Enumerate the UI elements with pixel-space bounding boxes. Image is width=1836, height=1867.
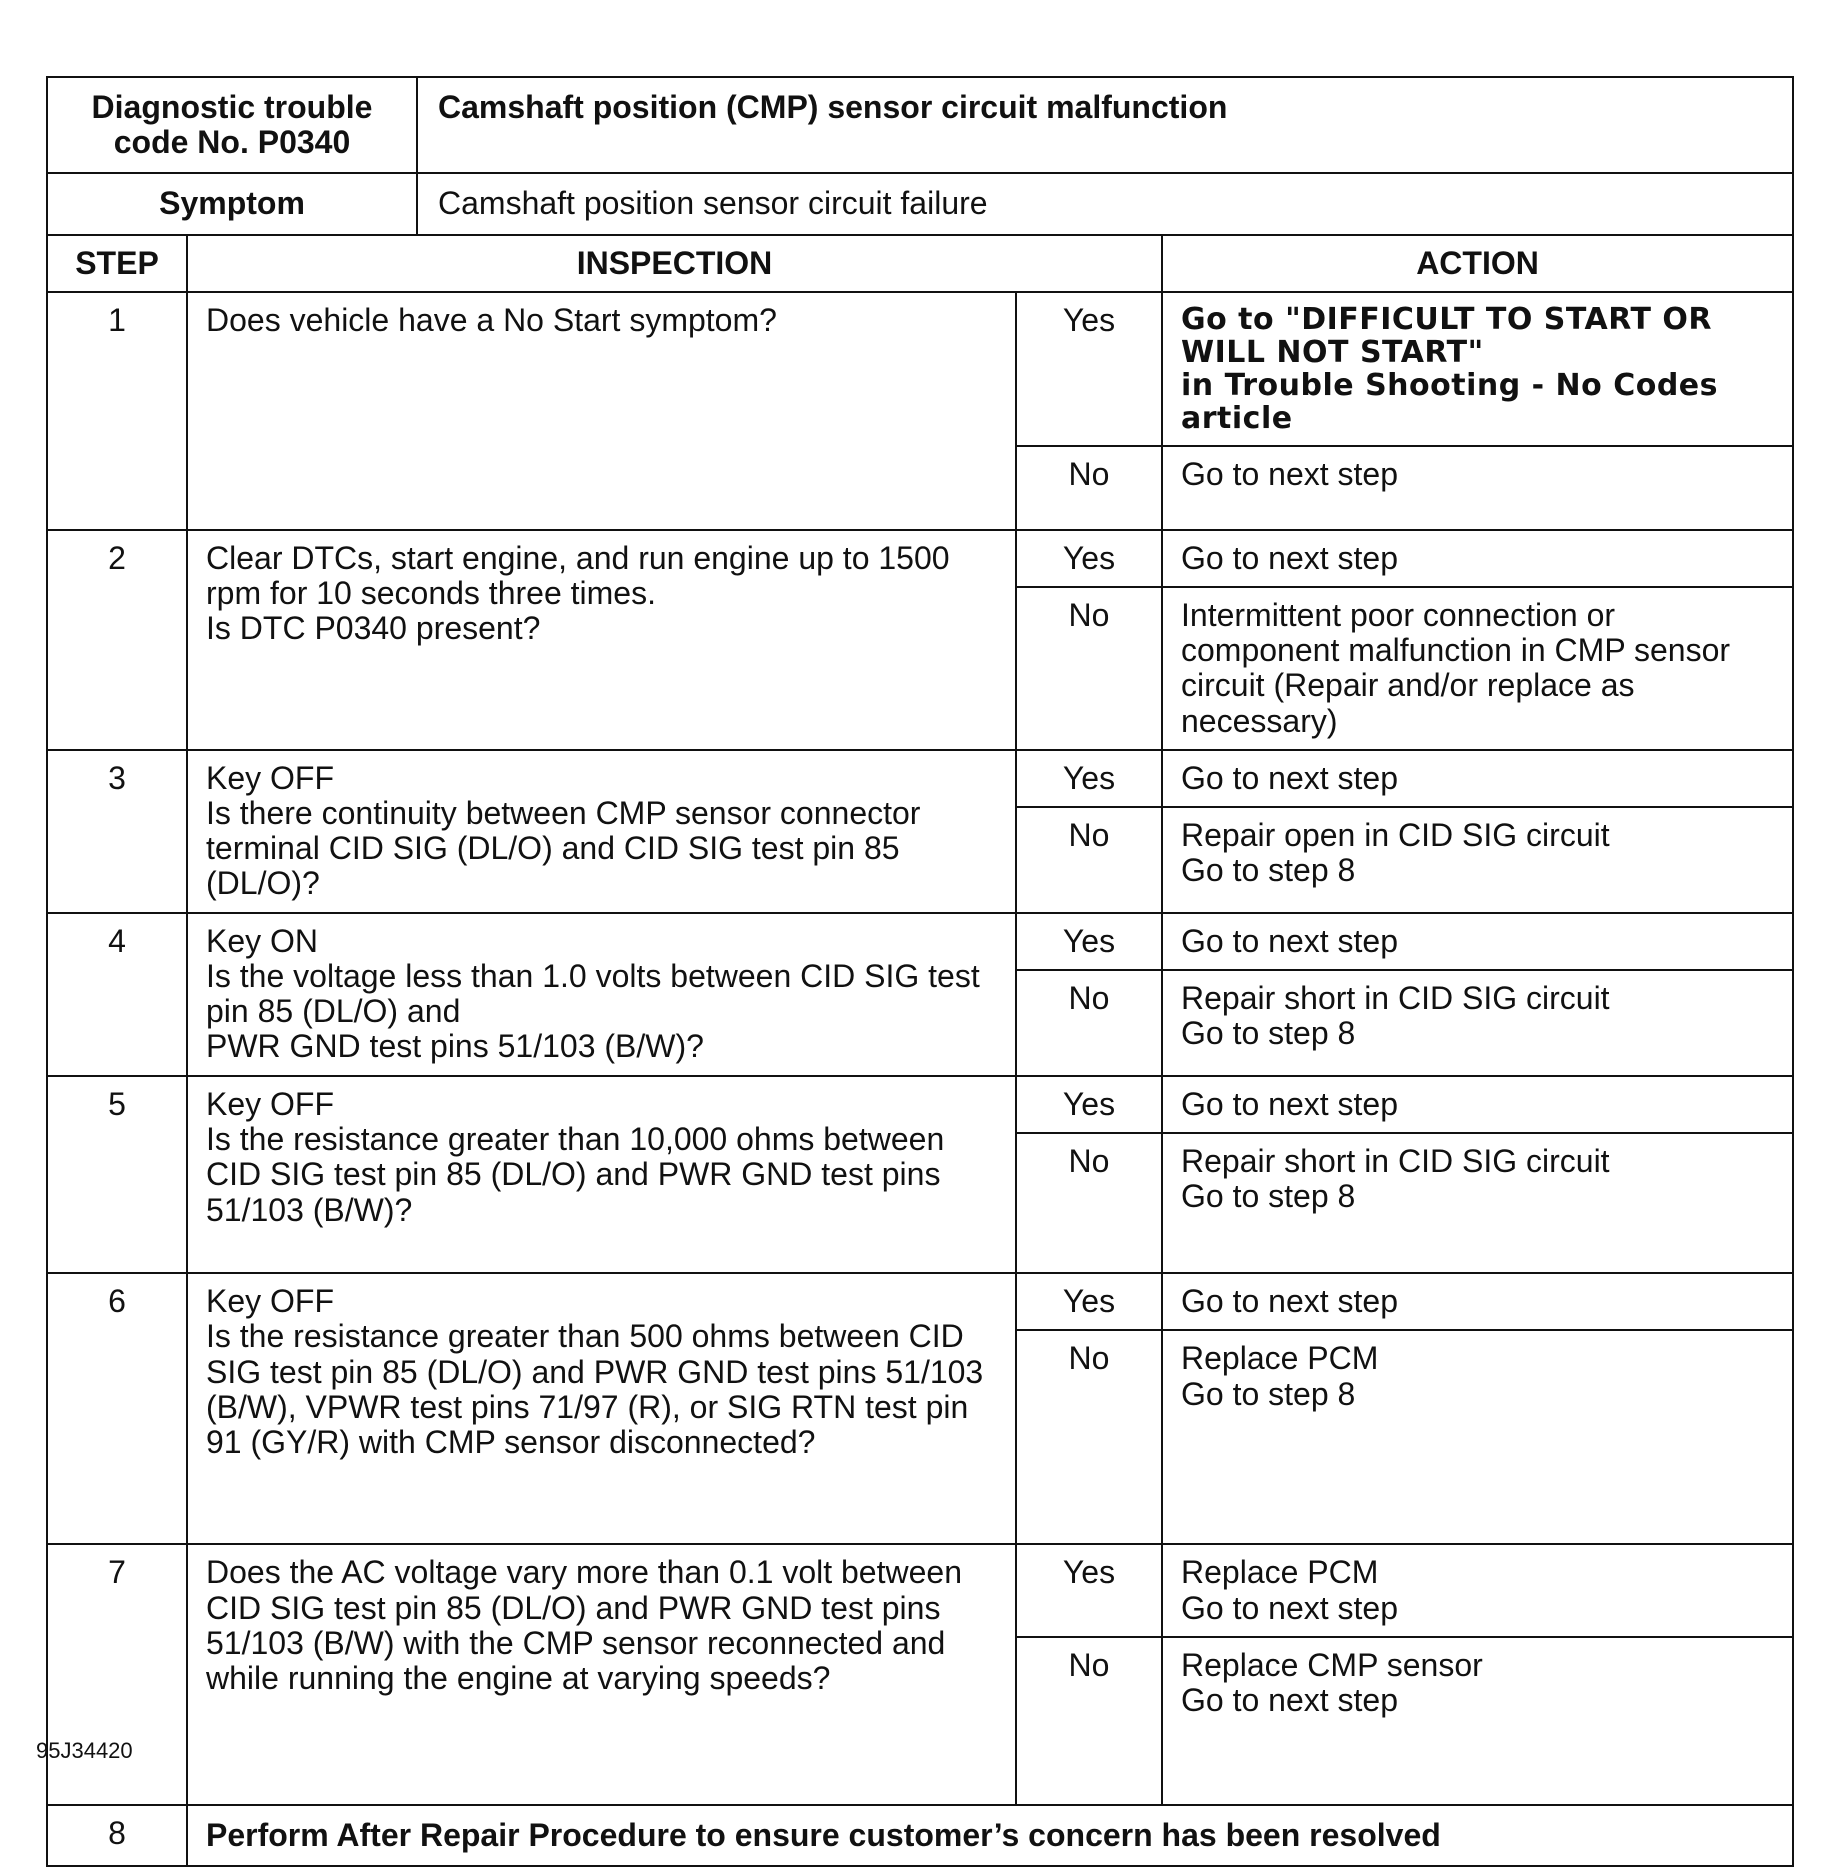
step-row-1-yes — [47, 292, 1793, 446]
inspection-text: Clear DTCs, start engine, and run engine up to 1500 rpm for 10 seconds three times. Is DTC P0340 present? — [187, 530, 1016, 750]
yes-label: Yes — [1016, 1544, 1162, 1636]
inspection-text: Does vehicle have a No Start symptom? — [187, 292, 1016, 530]
yes-label: Yes — [1016, 750, 1162, 807]
no-action: Replace PCM Go to step 8 — [1162, 1330, 1793, 1544]
inspection-column-header: INSPECTION — [187, 235, 1162, 292]
step-row-2-yes — [47, 530, 1793, 587]
figure-id: 95J34420 — [36, 1738, 133, 1763]
step-number: 7 — [47, 1544, 187, 1804]
step-row-7-yes — [47, 1544, 1793, 1636]
column-header-row — [47, 235, 1793, 292]
step-row-5-yes — [47, 1076, 1793, 1133]
yes-label: Yes — [1016, 530, 1162, 587]
yes-action: Go to next step — [1162, 1076, 1793, 1133]
yes-action: Replace PCM Go to next step — [1162, 1544, 1793, 1636]
final-step-row — [47, 1805, 1793, 1866]
yes-action: Go to next step — [1162, 1273, 1793, 1330]
inspection-text: Key OFF Is the resistance greater than 10,000 ohms between CID SIG test pin 85 (DL/O) and PWR GND test pins 51/103 (B/W)? — [187, 1076, 1016, 1273]
yes-label: Yes — [1016, 1076, 1162, 1133]
diagnostic-table — [46, 76, 1794, 1867]
final-step-text: Perform After Repair Procedure to ensure customer’s concern has been resolved — [187, 1805, 1793, 1866]
step-number: 4 — [47, 913, 187, 1076]
yes-action: Go to next step — [1162, 530, 1793, 587]
inspection-text: Key ON Is the voltage less than 1.0 volts between CID SIG test pin 85 (DL/O) and PWR GND test pins 51/103 (B/W)? — [187, 913, 1016, 1076]
yes-action: Go to "DIFFICULT TO START OR WILL NOT START" in Trouble Shooting - No Codes article — [1162, 292, 1793, 446]
no-action: Repair short in CID SIG circuit Go to step 8 — [1162, 1133, 1793, 1273]
step-number: 6 — [47, 1273, 187, 1544]
no-label: No — [1016, 1330, 1162, 1544]
inspection-text: Key OFF Is there continuity between CMP sensor connector terminal CID SIG (DL/O) and CID SIG test pin 85 (DL/O)? — [187, 750, 1016, 913]
step-number: 1 — [47, 292, 187, 530]
step-row-4-yes — [47, 913, 1793, 970]
step-row-3-yes — [47, 750, 1793, 807]
yes-action: Go to next step — [1162, 913, 1793, 970]
step-column-header: STEP — [47, 235, 187, 292]
diagnostic-table-body — [47, 77, 1793, 1866]
symptom-label: Symptom — [47, 173, 417, 234]
no-label: No — [1016, 1637, 1162, 1805]
no-label: No — [1016, 587, 1162, 750]
no-action: Repair short in CID SIG circuit Go to step 8 — [1162, 970, 1793, 1076]
no-action: Replace CMP sensor Go to next step — [1162, 1637, 1793, 1805]
step-number: 2 — [47, 530, 187, 750]
inspection-text: Key OFF Is the resistance greater than 500 ohms between CID SIG test pin 85 (DL/O) and PWR GND test pins 51/103 (B/W), VPWR test pins 71/97 (R), or SIG RTN test pin 91 (GY/R) with CMP sensor disconnected? — [187, 1273, 1016, 1544]
no-label: No — [1016, 1133, 1162, 1273]
step-number: 3 — [47, 750, 187, 913]
yes-label: Yes — [1016, 1273, 1162, 1330]
no-action: Go to next step — [1162, 446, 1793, 530]
symptom-row — [47, 173, 1793, 234]
no-action: Intermittent poor connection or component malfunction in CMP sensor circuit (Repair and/or replace as necessary) — [1162, 587, 1793, 750]
yes-action: Go to next step — [1162, 750, 1793, 807]
step-number: 5 — [47, 1076, 187, 1273]
action-column-header: ACTION — [1162, 235, 1793, 292]
no-label: No — [1016, 807, 1162, 913]
final-step-number: 8 — [47, 1805, 187, 1866]
yes-label: Yes — [1016, 913, 1162, 970]
no-label: No — [1016, 446, 1162, 530]
symptom-value: Camshaft position sensor circuit failure — [417, 173, 1793, 234]
dtc-label: Diagnostic trouble code No. P0340 — [47, 77, 417, 173]
inspection-text: Does the AC voltage vary more than 0.1 volt between CID SIG test pin 85 (DL/O) and PWR GND test pins 51/103 (B/W) with the CMP sensor reconnected and while running the engine at varying speeds? — [187, 1544, 1016, 1804]
no-label: No — [1016, 970, 1162, 1076]
no-action: Repair open in CID SIG circuit Go to step 8 — [1162, 807, 1793, 913]
dtc-row — [47, 77, 1793, 173]
yes-label: Yes — [1016, 292, 1162, 446]
step-row-6-yes — [47, 1273, 1793, 1330]
dtc-title: Camshaft position (CMP) sensor circuit malfunction — [417, 77, 1793, 173]
